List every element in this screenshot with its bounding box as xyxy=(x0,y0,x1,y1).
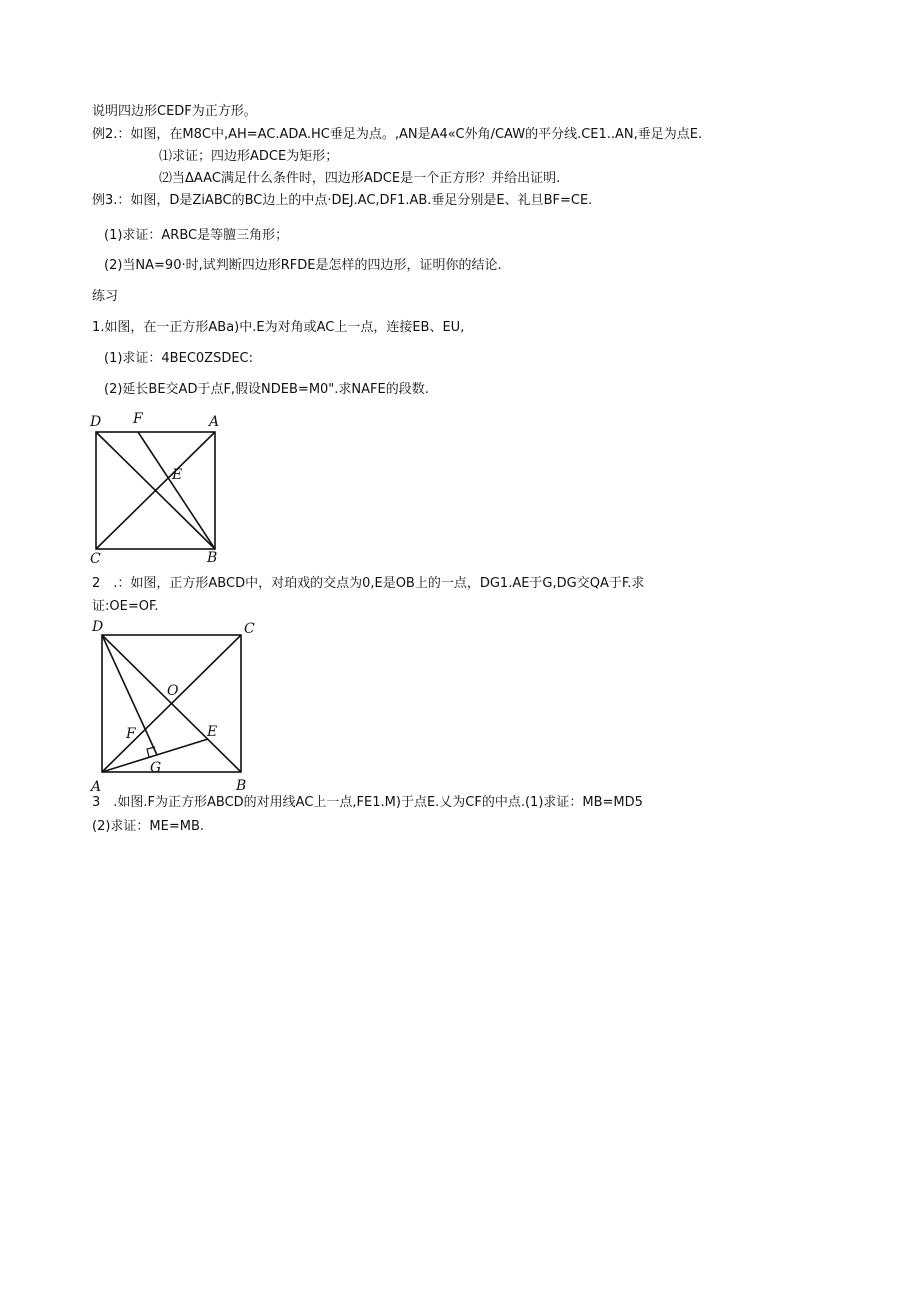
label-d: D xyxy=(92,619,104,635)
example-3-part-1: (1)求证：ARBC是等膻三角形； xyxy=(104,228,289,243)
label-a: A xyxy=(209,414,220,430)
label-e: E xyxy=(207,724,218,740)
example-3-title: 例3.：如图，D是ZiABC的BC边上的中点·DEJ.AC,DF1.AB.垂足分别是E、礼旦BF=CE. xyxy=(92,193,593,208)
label-g: G xyxy=(150,760,162,776)
text-line-1: 说明四边形CEDF为正方形。 xyxy=(92,104,257,119)
exercise-2-title: 2 .：如图，正方形ABCD中，对珀戏的交点为0,E是OB上的一点，DG1.AE于G,DG交QA于F.求 xyxy=(92,576,645,591)
exercise-1-title: 1.如图，在一正方形ABa)中.E为对角或AC上一点，连接EB、EU, xyxy=(92,320,465,335)
exercise-3-title: 3 .如图.F为正方形ABCD的对用线AC上一点,FE1.M)于点E.乂为CF的中点.(1)求证：MB=MD5 xyxy=(92,795,643,810)
exercise-1-part-2: (2)延长BE交AD于点F,假设NDEB=M0".求NAFE的段数. xyxy=(104,382,429,397)
label-a: A xyxy=(91,779,102,795)
label-e: E xyxy=(172,467,183,483)
exercise-3-part-2: (2)求证：ME=MB. xyxy=(92,819,205,834)
exercise-2-title-cont: 证:OE=OF. xyxy=(92,599,159,614)
label-o: O xyxy=(167,683,179,699)
label-b: B xyxy=(236,778,247,794)
exercise-1-part-1: (1)求证：4BEC0ZSDEC: xyxy=(104,351,254,366)
exercise-heading: 练习 xyxy=(92,289,119,304)
example-2-title: 例2.：如图，在M8C中,AH=AC.ADA.HC垂足为点。,AN是A4«C外角/CAW的平分线.CE1..AN,垂足为点E. xyxy=(92,127,703,142)
example-3-part-2: (2)当NA=90·时,试判断四边形RFDE是怎样的四边形，证明你的结论. xyxy=(104,258,502,273)
figure-1-square xyxy=(86,410,226,566)
label-b: B xyxy=(207,550,218,566)
example-2-part-1: ⑴求证；四边形ADCE为矩形； xyxy=(159,149,339,164)
label-f: F xyxy=(126,726,136,742)
label-c: C xyxy=(90,551,101,566)
label-f: F xyxy=(133,411,143,427)
label-c: C xyxy=(244,621,255,637)
segment-bf xyxy=(138,432,215,549)
label-d: D xyxy=(90,414,102,430)
example-2-part-2: ⑵当ΔAAC满足什么条件时，四边形ADCE是一个正方形？并给出证明. xyxy=(159,171,561,186)
figure-2-square xyxy=(86,615,262,797)
